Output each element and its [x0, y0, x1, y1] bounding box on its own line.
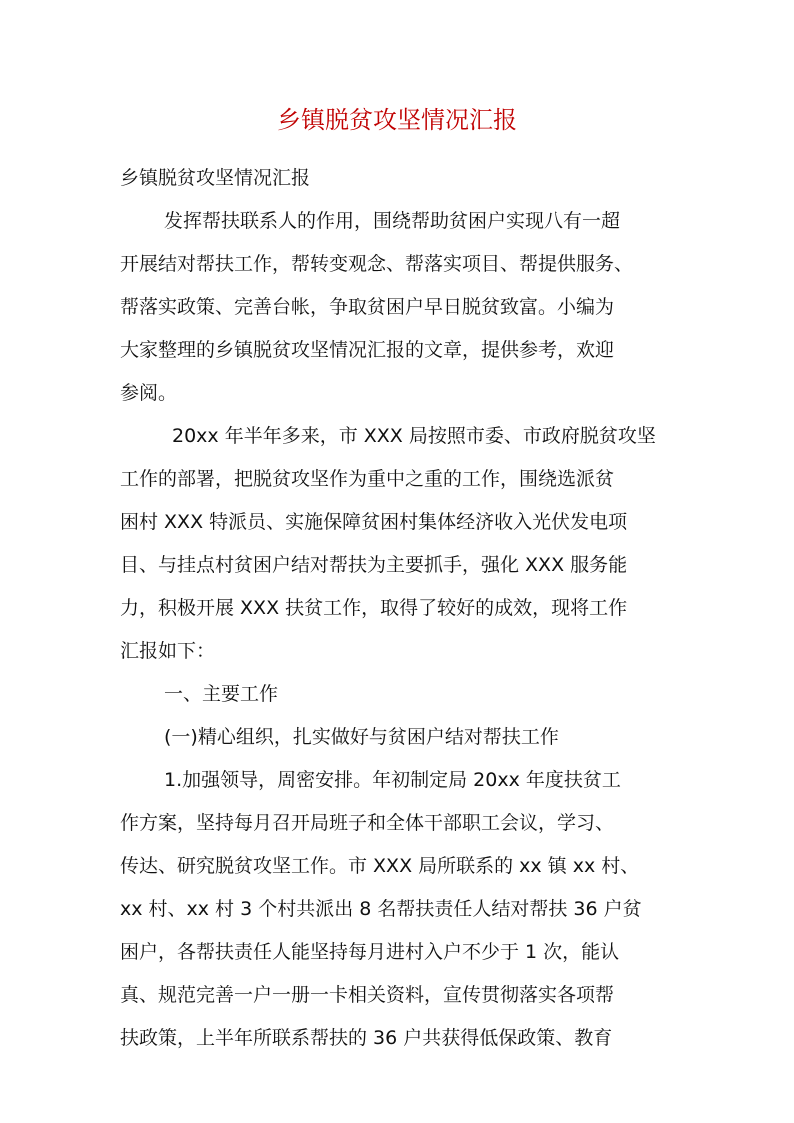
- paragraph-line: 1.加强领导，周密安排。年初制定局 20xx 年度扶贫工: [164, 769, 621, 791]
- paragraph-line: 参阅。: [120, 382, 178, 404]
- paragraph-line: 传达、研究脱贫攻坚工作。市 XXX 局所联系的 xx 镇 xx 村、: [120, 855, 640, 877]
- paragraph-line: 扶政策，上半年所联系帮扶的 36 户共获得低保政策、教育: [120, 1027, 613, 1049]
- paragraph-line: 困户，各帮扶责任人能坚持每月进村入户不少于 1 次，能认: [120, 941, 620, 963]
- paragraph-line: 开展结对帮扶工作，帮转变观念、帮落实项目、帮提供服务、: [120, 253, 634, 275]
- document-body: [120, 157, 680, 1060]
- subtitle-line: 乡镇脱贫攻坚情况汇报: [120, 167, 311, 189]
- paragraph-line: 大家整理的乡镇脱贫攻坚情况汇报的文章，提供参考，欢迎: [120, 339, 615, 361]
- paragraph-line: xx 村、xx 村 3 个村共派出 8 名帮扶责任人结对帮扶 36 户贫: [120, 898, 642, 920]
- paragraph-line: 力，积极开展 XXX 扶贫工作，取得了较好的成效，现将工作: [120, 597, 628, 619]
- paragraph-line: 困村 XXX 特派员、实施保障贫困村集体经济收入光伏发电项: [120, 511, 628, 533]
- section-heading: 一、主要工作: [164, 683, 279, 705]
- paragraph-line: 真、规范完善一户一册一卡相关资料，宣传贯彻落实各项帮: [120, 984, 615, 1006]
- paragraph-line: 发挥帮扶联系人的作用，围绕帮助贫困户实现八有一超: [164, 210, 621, 232]
- paragraph-line: 20xx 年半年多来，市 XXX 局按照市委、市政府脱贫攻坚: [172, 425, 656, 447]
- paragraph-line: 目、与挂点村贫困户结对帮扶为主要抓手，强化 XXX 服务能: [120, 554, 628, 576]
- paragraph-line: 作方案，坚持每月召开局班子和全体干部职工会议，学习、: [120, 812, 615, 834]
- paragraph-line: 工作的部署，把脱贫攻坚作为重中之重的工作，围绕选派贫: [120, 468, 615, 490]
- document-title: 乡镇脱贫攻坚情况汇报: [277, 106, 517, 134]
- paragraph-line: 汇报如下：: [120, 640, 216, 662]
- paragraph-line: 帮落实政策、完善台帐，争取贫困户早日脱贫致富。小编为: [120, 296, 615, 318]
- subsection-heading: (一)精心组织，扎实做好与贫困户结对帮扶工作: [164, 726, 559, 748]
